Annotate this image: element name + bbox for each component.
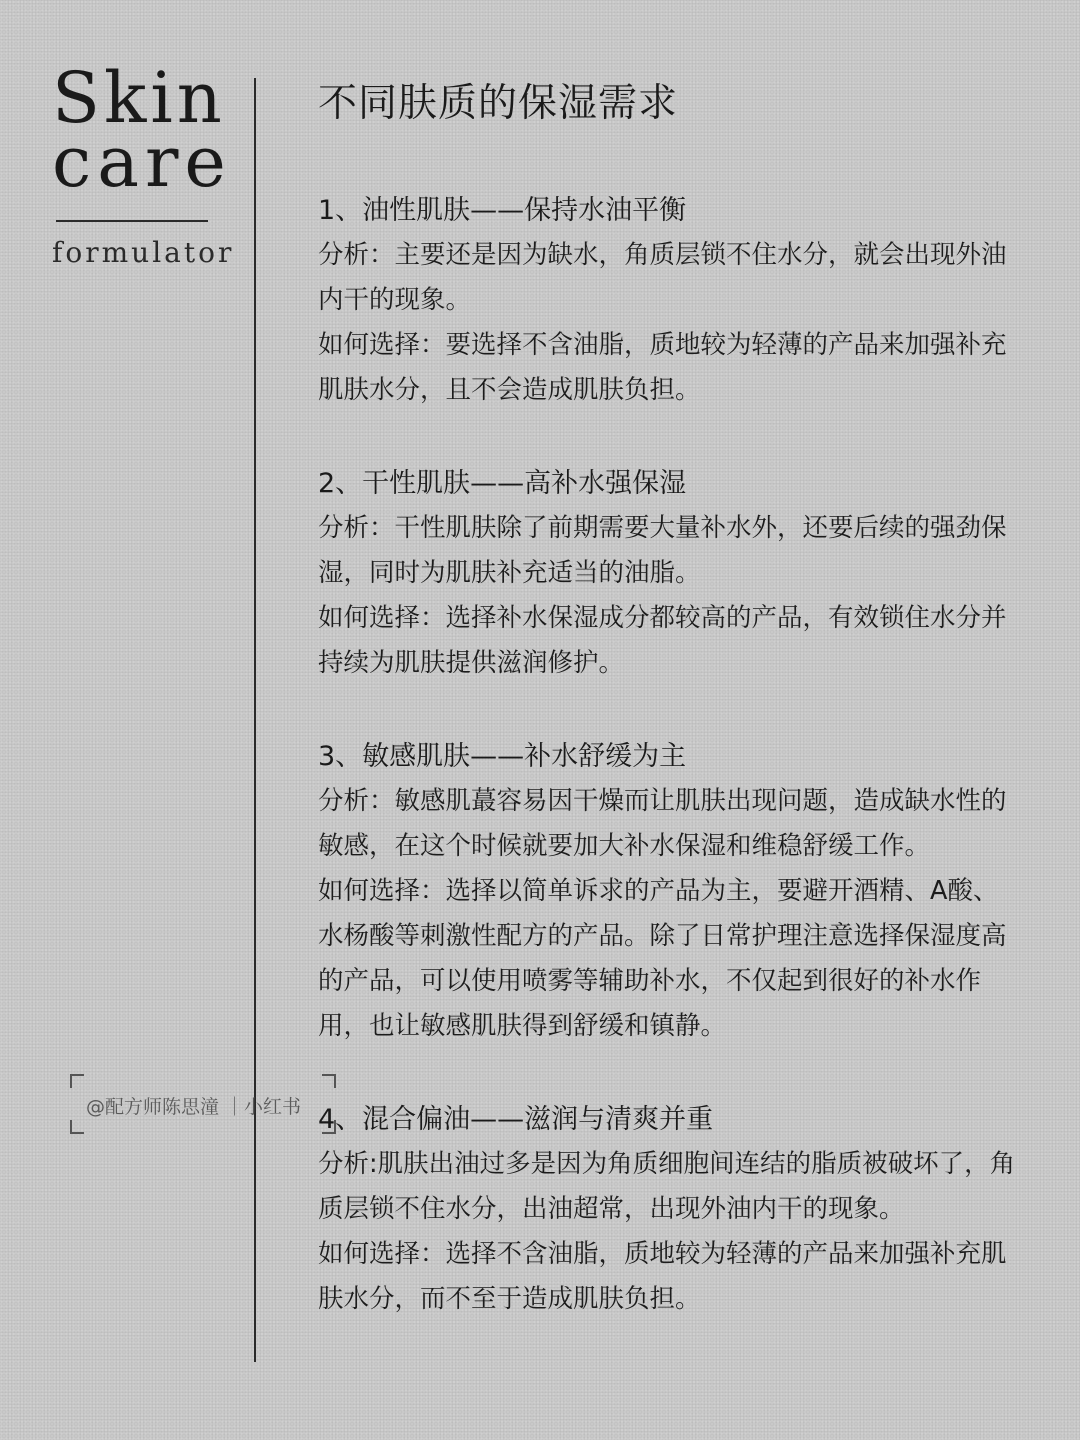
section-analysis: 分析：主要还是因为缺水，角质层锁不住水分，就会出现外油内干的现象。 [318,240,1007,315]
section-analysis: 分析:肌肤出油过多是因为角质细胞间连结的脂质被破坏了，角质层锁不住水分，出油超常，出现外油内干的现象。 [318,1149,1016,1224]
brand-subtitle: formulator [52,236,235,269]
section-choice: 如何选择：选择以简单诉求的产品为主，要避开酒精、A酸、水杨酸等刺激性配方的产品。除了日常护理注意选择保湿度高的产品，可以使用喷雾等辅助补水，不仅起到很好的补水作用，也让敏感肌肤得到舒缓和镇静。 [318,876,1007,1041]
section-combination-skin [318,1097,1018,1322]
section-heading: 2、干性肌肤——高补水强保湿 [318,468,687,499]
watermark [70,1074,336,1134]
brand-line-skin: Skin [52,57,226,139]
section-choice: 如何选择：要选择不含油脂，质地较为轻薄的产品来加强补充肌肤水分，且不会造成肌肤负担。 [318,330,1007,405]
page-title: 不同肤质的保湿需求 [318,81,679,126]
section-heading: 4、混合偏油——滋润与清爽并重 [318,1104,714,1135]
section-sensitive-skin [318,734,1018,1049]
section-dry-skin [318,461,1018,686]
watermark-text: @配方师陈思潼 ｜小红书 [86,1096,302,1118]
vertical-divider [254,78,256,1362]
section-analysis: 分析：干性肌肤除了前期需要大量补水外，还要后续的强劲保湿，同时为肌肤补充适当的油脂。 [318,513,1007,588]
main-content [318,78,1018,1370]
brand-logo [52,57,235,269]
watermark-corner [70,1120,84,1134]
section-choice: 如何选择：选择不含油脂，质地较为轻薄的产品来加强补充肌肤水分，而不至于造成肌肤负担。 [318,1239,1007,1314]
section-heading: 1、油性肌肤——保持水油平衡 [318,195,687,226]
section-choice: 如何选择：选择补水保湿成分都较高的产品，有效锁住水分并持续为肌肤提供滋润修护。 [318,603,1007,678]
section-analysis: 分析：敏感肌蕞容易因干燥而让肌肤出现问题，造成缺水性的敏感，在这个时候就要加大补水保湿和维稳舒缓工作。 [318,786,1007,861]
section-heading: 3、敏感肌肤——补水舒缓为主 [318,741,687,772]
brand-rule [56,220,208,222]
watermark-corner [70,1074,84,1088]
section-oily-skin [318,188,1018,413]
brand-line-care: care [52,121,232,203]
